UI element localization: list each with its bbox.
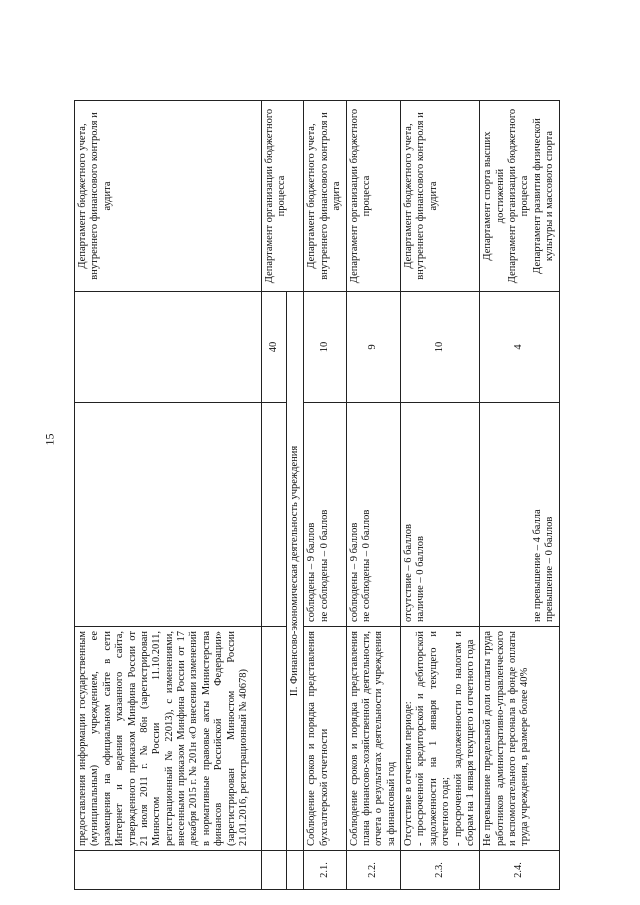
department-line: Департамент организации бюджетного процесса [507,108,531,284]
evaluation-line: отсутствие – 6 баллов [403,524,414,622]
section-title: II. Финансово-экономическая деятельность учреждения [287,292,304,851]
criterion-cell: Соблюдение сроков и порядка представления плана финансово-хозяйственной деятельности, отчета о результатах деятельности учреждения за финансовый год [346,627,401,851]
rotated-table-page [74,100,594,890]
criterion-line: - просроченной задолженности по налогам и сборам на 1 января текущего и отчетного года [452,631,476,846]
criterion-cell: предоставления информации государственным (муниципальным) учреждением, ее размещения на официальном сайте в сети Интернет и ведения указанного сайта, утвержденного приказом Минфина России от 21 июля 2011 г. № 86н (зарегистрирован Минюстом России 11.10.2011, регистрационный № 22013), с изменениями, внесенными приказом Минфина России от 17 декабря 2015 г. № 201н «О внесении изменений в нормативные правовые акты Министерства финансов Российской Федерации» (зарегистрирован Минюстом России 21.01.2016, регистрационный № 40678) [75,627,262,851]
row-number-cell [287,851,304,890]
row-number: 2.4. [480,851,559,890]
page-number: 15 [42,433,57,446]
evaluation-line: не превышение – 4 балла [531,509,543,622]
department-cell: Департамент бюджетного учета, внутреннего финансового контроля и аудита [401,101,480,292]
criterion-line: Отсутствие в отчетном периоде: [403,701,414,846]
evaluation-cell [304,403,346,627]
row-number-cell [75,851,262,890]
score-cell: 10 [304,292,346,403]
row-number: 2.1. [304,851,346,890]
score-cell: 9 [346,292,401,403]
department-line: Департамент спорта высших достижений [482,131,506,261]
department-cell: Департамент бюджетного учета, внутреннего финансового контроля и аудита [75,101,262,292]
table-row [401,101,480,890]
table-row [304,101,346,890]
score-cell: 10 [401,292,480,403]
evaluation-cell [480,403,559,627]
evaluation-cell [401,403,480,627]
table-row [346,101,401,890]
criterion-line: - просроченной кредиторской и дебиторской задолженности на 1 января текущего и отчетного года; [415,631,452,846]
evaluation-line: не соблюдены – 0 баллов [318,509,330,622]
row-number: 2.3. [401,851,480,890]
evaluation-line: соблюдены – 9 баллов [306,522,318,622]
score-cell: 4 [480,292,559,403]
department-line: Департамент развития физической культуры и массового спорта [531,118,556,274]
criteria-table [74,100,560,890]
row-number: 2.2. [346,851,401,890]
department-cell: Департамент организации бюджетного процесса [262,101,304,292]
table-row [75,101,262,890]
table-row [480,101,559,890]
score-cell [75,292,262,403]
evaluation-line: соблюдены – 9 баллов [348,522,360,622]
criterion-cell: Не превышение предельной доли оплаты труда работников административно-управленческого и вспомогательного персонала в фонде оплаты труда учреждения, в размере более 40% [480,627,559,851]
department-cell [480,101,559,292]
evaluation-line: превышение – 0 баллов [544,516,556,622]
evaluation-line: наличие – 0 баллов [415,536,427,622]
department-cell: Департамент бюджетного учета, внутреннего финансового контроля и аудита [304,101,346,292]
department-cell: Департамент организации бюджетного процесса [346,101,401,292]
criterion-cell [401,627,480,851]
score-cell: 40 [262,292,287,403]
row-number-cell [262,851,287,890]
evaluation-cell [346,403,401,627]
criterion-cell: Соблюдение сроков и порядка представления бухгалтерской отчетности [304,627,346,851]
table-row [262,101,287,890]
evaluation-line: не соблюдены – 0 баллов [360,509,372,622]
evaluation-cell [75,403,262,627]
evaluation-cell [262,403,287,627]
criterion-cell [262,627,287,851]
